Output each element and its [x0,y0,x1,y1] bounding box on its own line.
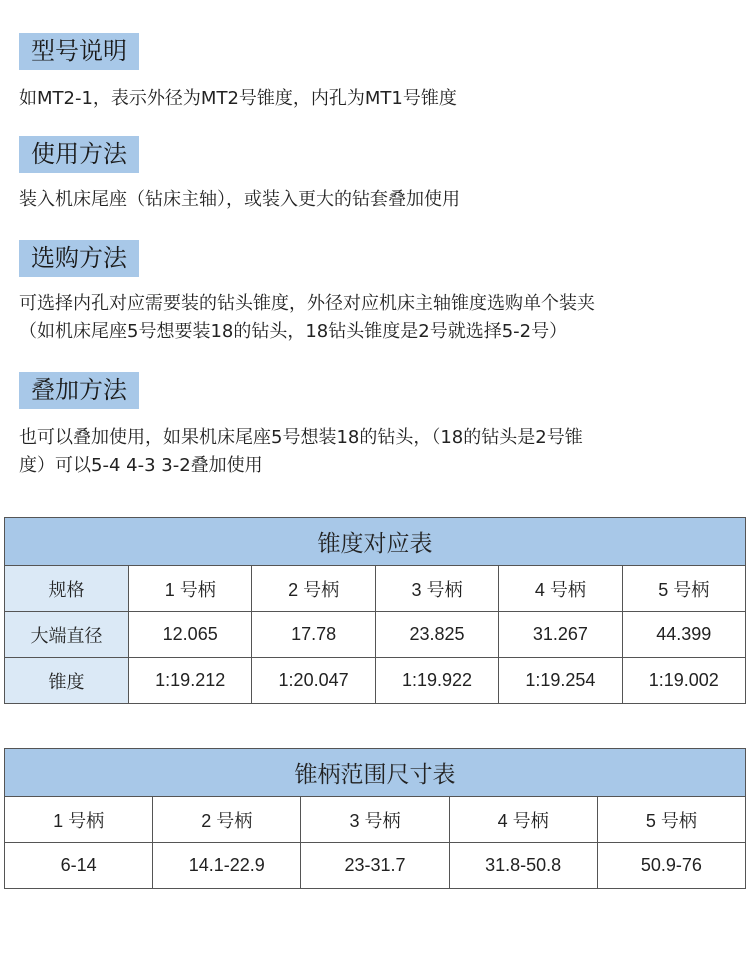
section-text-model [19,85,739,113]
section-heading-model: 型号说明 [19,33,139,70]
table-cell: 1:20.047 [252,658,375,704]
table-cell: 31.8-50.8 [449,843,597,889]
section-text-purchase [19,290,739,346]
table-row [5,566,746,612]
table-row [5,658,746,704]
table-row [5,612,746,658]
section-heading-purchase: 选购方法 [19,240,139,277]
table-cell: 1 号柄 [129,566,252,612]
table-cell: 17.78 [252,612,375,658]
text-line: 可选择内孔对应需要装的钻头锥度，外径对应机床主轴锥度选购单个装夹 [19,293,595,314]
table-cell: 1:19.002 [622,658,745,704]
table-row [5,843,746,889]
table-cell: 1:19.922 [375,658,498,704]
table-cell: 1:19.212 [129,658,252,704]
table-cell: 4 号柄 [449,797,597,843]
text-line: 也可以叠加使用，如果机床尾座5号想装18的钻头，（18的钻头是2号锥 [19,427,583,448]
section-text-usage [19,186,739,214]
text-line: （如机床尾座5号想要装18的钻头，18钻头锥度是2号就选择5-2号） [19,321,568,342]
table-cell: 23.825 [375,612,498,658]
text-line: 度）可以5-4 4-3 3-2叠加使用 [19,455,263,476]
row-header-diameter: 大端直径 [5,612,129,658]
table-cell: 1 号柄 [5,797,153,843]
table-cell: 31.267 [499,612,622,658]
section-text-stacking [19,424,739,480]
text-line: 装入机床尾座（钻床主轴），或装入更大的钻套叠加使用 [19,189,460,210]
table-row [5,797,746,843]
table-cell: 2 号柄 [252,566,375,612]
table-cell: 3 号柄 [301,797,449,843]
table-cell: 6-14 [5,843,153,889]
table-cell: 1:19.254 [499,658,622,704]
table-cell: 23-31.7 [301,843,449,889]
table-cell: 4 号柄 [499,566,622,612]
section-heading-stacking: 叠加方法 [19,372,139,409]
table-cell: 44.399 [622,612,745,658]
section-heading-usage: 使用方法 [19,136,139,173]
table-cell: 5 号柄 [597,797,745,843]
table-cell: 14.1-22.9 [153,843,301,889]
table-cell: 3 号柄 [375,566,498,612]
table-cell: 50.9-76 [597,843,745,889]
range-table [4,748,746,889]
range-table-title: 锥柄范围尺寸表 [5,749,746,797]
taper-table [4,517,746,704]
taper-table-title: 锥度对应表 [5,518,746,566]
row-header-taper: 锥度 [5,658,129,704]
row-header-spec: 规格 [5,566,129,612]
text-line: 如MT2-1，表示外径为MT2号锥度，内孔为MT1号锥度 [19,88,457,109]
table-cell: 12.065 [129,612,252,658]
table-cell: 2 号柄 [153,797,301,843]
table-cell: 5 号柄 [622,566,745,612]
